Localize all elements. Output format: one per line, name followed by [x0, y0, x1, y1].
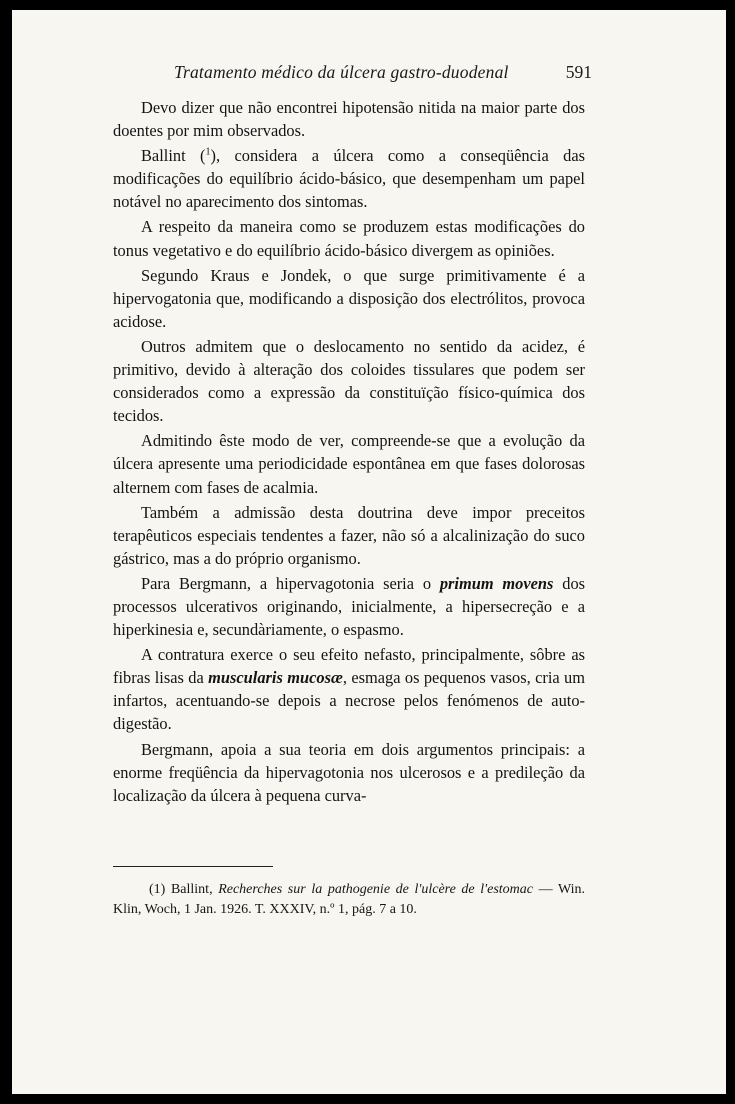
paragraph-text: A respeito da maneira como se produzem estas modificações do tonus vegetativo e do equilíbrio ácido-básico divergem as opiniões.: [113, 217, 585, 260]
paragraph: [113, 501, 585, 570]
paragraph-text: Bergmann, apoia a sua teoria em dois argumentos principais: a enorme freqüência da hipervagotonia nos ulcerosos e a predileção da localização da úlcera à pequena curva-: [113, 739, 585, 805]
footnote-citation: — Win. Klin, Woch, 1 Jan. 1926. T. XXXIV, n.º 1, pág. 7 a 10.: [113, 882, 586, 917]
page-header: [174, 58, 604, 88]
paragraph-text: A contratura exerce o seu efeito nefasto, principalmente, sôbre as fibras lisas da: [113, 645, 585, 688]
paragraph: [113, 738, 585, 807]
paragraph: [113, 215, 585, 261]
paragraph-text: ), considera a úlcera como a conseqüência das modificações do equilíbrio ácido-básico, que desempenham um papel notável no aparecimento dos sintomas.: [113, 146, 585, 212]
paragraph: [113, 429, 585, 498]
paragraph-text: Ballint (: [141, 146, 206, 166]
paragraph: [113, 643, 585, 735]
footnote-divider: [113, 866, 273, 867]
running-title: Tratamento médico da úlcera gastro-duodenal: [174, 62, 509, 82]
paragraph-text: , esmaga os pequenos vasos, cria um infartos, acentuando-se depois a necrose pelos fenómenos de auto-digestão.: [113, 668, 585, 734]
footnote-reference[interactable]: 1: [205, 146, 211, 158]
footnote-title: Recherches sur la pathogenie de l'ulcère de l'estomac: [218, 882, 534, 897]
latin-term: primum movens: [439, 573, 554, 593]
paragraph-text: Devo dizer que não encontrei hipotensão nitida na maior parte dos doentes por mim observados.: [113, 98, 585, 141]
footnote-marker: (1): [149, 882, 166, 897]
paragraph-text: Admitindo êste modo de ver, compreende-se que a evolução da úlcera apresente uma periodicidade espontânea em que fases dolorosas alternem com fases de acalmia.: [113, 431, 585, 497]
body-text: [113, 96, 585, 807]
paragraph-text: Outros admitem que o deslocamento no sentido da acidez, é primitivo, devido à alteração dos coloides tissulares que podem ser considerados como a expressão da constituïção físico-química dos tecidos.: [113, 336, 585, 426]
footnote: [113, 880, 585, 920]
paragraph-text: dos processos ulcerativos originando, inicialmente, a hipersecreção e a hiperkinesia e, secundàriamente, o espasmo.: [113, 573, 586, 640]
latin-term: muscularis mucosæ: [208, 668, 343, 688]
paragraph: [113, 335, 585, 427]
paragraph: [113, 572, 585, 641]
document-page: [12, 10, 726, 1094]
page-number: 591: [565, 62, 592, 82]
paragraph: [113, 96, 585, 142]
paragraph-text: Para Bergmann, a hipervagotonia seria o: [141, 573, 440, 593]
paragraph-text: Também a admissão desta doutrina deve impor preceitos terapêuticos especiais tendentes a fazer, não só a alcalinização do suco gástrico, mas a do próprio organismo.: [113, 502, 585, 568]
paragraph: [113, 264, 585, 333]
paragraph: [113, 144, 585, 213]
paragraph-text: Segundo Kraus e Jondek, o que surge primitivamente é a hipervogatonia que, modificando a disposição dos electrólitos, provoca acidose.: [113, 265, 585, 331]
footnote-author: Ballint,: [170, 882, 213, 897]
